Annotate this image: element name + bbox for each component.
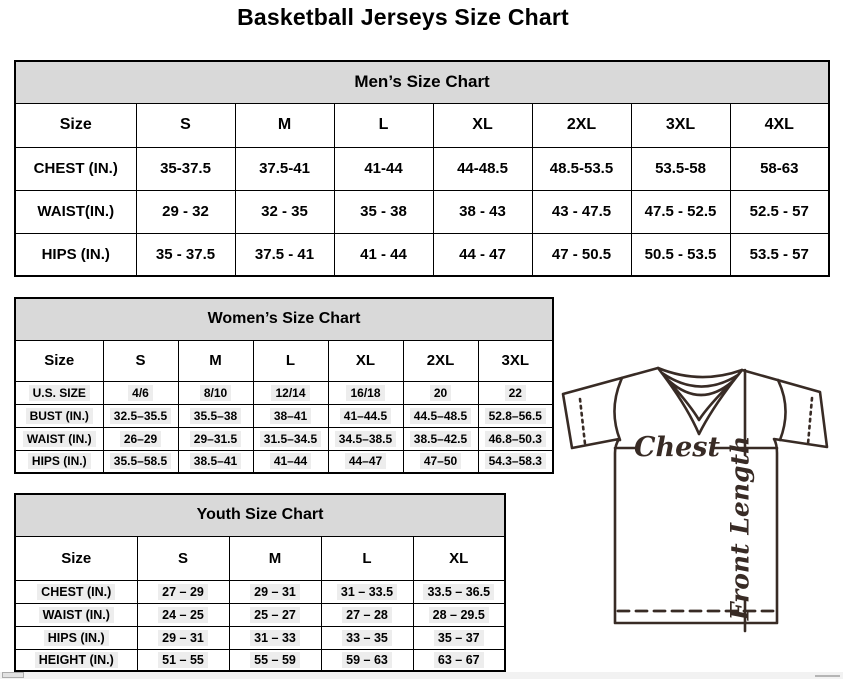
size-value: 47–50: [403, 450, 478, 473]
table-row: [15, 381, 553, 404]
table-row: [15, 626, 505, 649]
table-row: [15, 147, 829, 190]
size-value: 35.5–58.5: [103, 450, 178, 473]
row-label: BUST (IN.): [15, 404, 103, 427]
size-value: 29 – 31: [137, 626, 229, 649]
size-value: 35 - 37.5: [136, 233, 235, 276]
horizontal-scrollbar[interactable]: [0, 672, 843, 679]
table-row: [15, 580, 505, 603]
size-value: 35.5–38: [178, 404, 253, 427]
size-value: 20: [403, 381, 478, 404]
scrollbar-thumb[interactable]: [2, 672, 24, 678]
size-value: 55 – 59: [229, 649, 321, 671]
size-value: 46.8–50.3: [478, 427, 553, 450]
row-label: HIPS (IN.): [15, 626, 137, 649]
row-label: HIPS (IN.): [15, 233, 136, 276]
size-value: 28 – 29.5: [413, 603, 505, 626]
size-value: 41–44: [253, 450, 328, 473]
size-value: 29 - 32: [136, 190, 235, 233]
size-value: 44 - 47: [433, 233, 532, 276]
row-label: HEIGHT (IN.): [15, 649, 137, 671]
column-header: Size: [15, 340, 103, 381]
womens-size-chart-table: [14, 297, 553, 473]
column-header: XL: [328, 340, 403, 381]
table-row: [15, 450, 553, 473]
row-label: WAIST (IN.): [15, 427, 103, 450]
size-value: 29–31.5: [178, 427, 253, 450]
table-row: [15, 603, 505, 626]
size-value: 25 – 27: [229, 603, 321, 626]
table-row: [15, 427, 553, 450]
size-value: 35 – 37: [413, 626, 505, 649]
size-value: 52.5 - 57: [730, 190, 829, 233]
size-value: 27 – 29: [137, 580, 229, 603]
size-value: 35 - 38: [334, 190, 433, 233]
size-value: 29 – 31: [229, 580, 321, 603]
header-row: [15, 340, 553, 381]
size-value: 41-44: [334, 147, 433, 190]
size-value: 37.5 - 41: [235, 233, 334, 276]
size-value: 33 – 35: [321, 626, 413, 649]
size-value: 33.5 – 36.5: [413, 580, 505, 603]
row-label: WAIST(IN.): [15, 190, 136, 233]
size-value: 58-63: [730, 147, 829, 190]
table-row: [15, 190, 829, 233]
size-value: 53.5 - 57: [730, 233, 829, 276]
size-value: 44.5–48.5: [403, 404, 478, 427]
column-header: 2XL: [403, 340, 478, 381]
row-label: U.S. SIZE: [15, 381, 103, 404]
column-header: XL: [413, 536, 505, 580]
size-value: 50.5 - 53.5: [631, 233, 730, 276]
page-title: Basketball Jerseys Size Chart: [237, 4, 569, 30]
size-value: 52.8–56.5: [478, 404, 553, 427]
size-value: 4/6: [103, 381, 178, 404]
mens-size-chart-table: [14, 60, 829, 276]
size-value: 31 – 33: [229, 626, 321, 649]
size-value: 51 – 55: [137, 649, 229, 671]
size-value: 41–44.5: [328, 404, 403, 427]
size-value: 47.5 - 52.5: [631, 190, 730, 233]
column-header: Size: [15, 103, 136, 147]
jersey-measurement-diagram: [555, 358, 839, 660]
size-value: 8/10: [178, 381, 253, 404]
size-value: 63 – 67: [413, 649, 505, 671]
size-value: 54.3–58.3: [478, 450, 553, 473]
size-value: 38.5–42.5: [403, 427, 478, 450]
column-header: S: [136, 103, 235, 147]
size-value: 41 - 44: [334, 233, 433, 276]
column-header: 2XL: [532, 103, 631, 147]
size-value: 44-48.5: [433, 147, 532, 190]
size-value: 43 - 47.5: [532, 190, 631, 233]
size-value: 38 - 43: [433, 190, 532, 233]
size-value: 31.5–34.5: [253, 427, 328, 450]
table-row: [15, 404, 553, 427]
column-header: M: [235, 103, 334, 147]
column-header: 4XL: [730, 103, 829, 147]
row-label: CHEST (IN.): [15, 580, 137, 603]
size-value: 16/18: [328, 381, 403, 404]
size-value: 27 – 28: [321, 603, 413, 626]
header-row: [15, 536, 505, 580]
size-value: 48.5-53.5: [532, 147, 631, 190]
size-value: 47 - 50.5: [532, 233, 631, 276]
table-row: [15, 233, 829, 276]
chart-title: Women’s Size Chart: [15, 298, 553, 340]
size-value: 24 – 25: [137, 603, 229, 626]
column-header: M: [229, 536, 321, 580]
youth-size-chart-table: [14, 493, 506, 670]
column-header: S: [137, 536, 229, 580]
column-header: XL: [433, 103, 532, 147]
size-value: 44–47: [328, 450, 403, 473]
size-value: 53.5-58: [631, 147, 730, 190]
column-header: L: [334, 103, 433, 147]
table-row: [15, 649, 505, 671]
size-value: 38–41: [253, 404, 328, 427]
column-header: S: [103, 340, 178, 381]
column-header: 3XL: [478, 340, 553, 381]
row-label: CHEST (IN.): [15, 147, 136, 190]
header-row: [15, 103, 829, 147]
row-label: WAIST (IN.): [15, 603, 137, 626]
size-value: 22: [478, 381, 553, 404]
size-value: 38.5–41: [178, 450, 253, 473]
chart-title: Youth Size Chart: [15, 494, 505, 536]
size-value: 32 - 35: [235, 190, 334, 233]
column-header: L: [253, 340, 328, 381]
size-value: 26–29: [103, 427, 178, 450]
size-value: 35-37.5: [136, 147, 235, 190]
size-value: 34.5–38.5: [328, 427, 403, 450]
jersey-icon: [555, 358, 839, 660]
size-value: 31 – 33.5: [321, 580, 413, 603]
front-length-label: Front Length: [725, 435, 755, 621]
column-header: Size: [15, 536, 137, 580]
column-header: M: [178, 340, 253, 381]
size-value: 12/14: [253, 381, 328, 404]
chest-label: Chest: [634, 432, 720, 463]
scrollbar-right-piece[interactable]: [815, 675, 840, 677]
size-value: 59 – 63: [321, 649, 413, 671]
chart-title: Men’s Size Chart: [15, 61, 829, 103]
size-value: 37.5-41: [235, 147, 334, 190]
size-value: 32.5–35.5: [103, 404, 178, 427]
row-label: HIPS (IN.): [15, 450, 103, 473]
column-header: L: [321, 536, 413, 580]
column-header: 3XL: [631, 103, 730, 147]
